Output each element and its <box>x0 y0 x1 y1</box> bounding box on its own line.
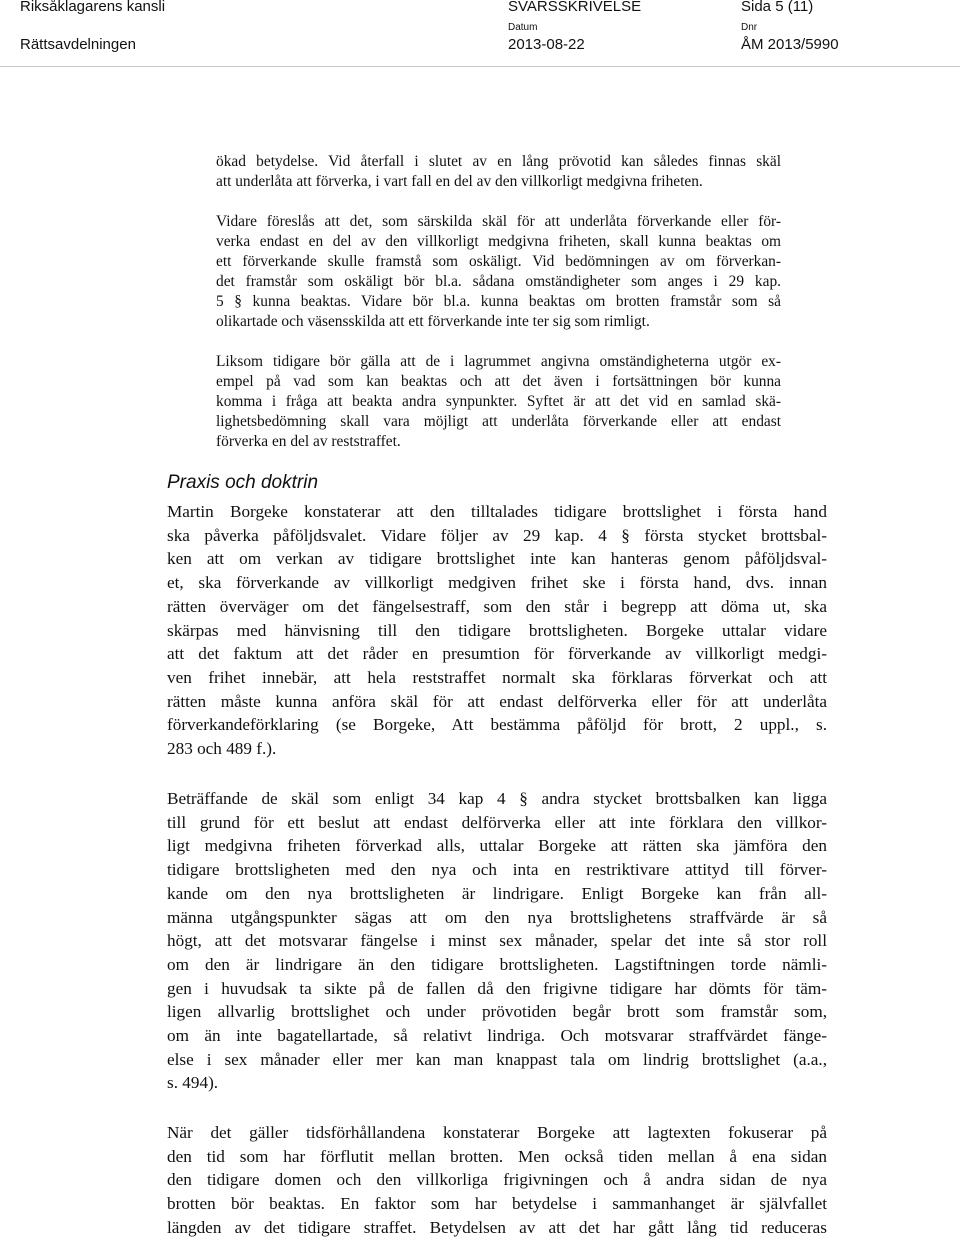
quote-block-3 <box>216 352 781 452</box>
text-line: om än inte bagatellartade, så relativt lindriga. Och motsvarar straffvärdet fänge- <box>167 1026 827 1046</box>
document-type: SVARSSKRIVELSE <box>508 0 642 15</box>
organization-name: Riksåklagarens kansli <box>20 0 166 15</box>
text-line: 283 och 489 f.). <box>167 739 277 759</box>
text-line: rätten överväger om det fängelsestraff, som den står i begrepp att döma ut, ska <box>167 596 827 616</box>
text-line: skärpas med hänvisning till den tidigare brottsligheten. Borgeke uttalar vidare <box>167 620 827 640</box>
text-line: den tidigare domen och den villkorliga frigivningen och å andra sidan de nya <box>167 1170 827 1190</box>
quote-block-2 <box>216 212 781 332</box>
text-line: Vidare föreslås att det, som särskilda skäl för att underlåta förverkande eller för- <box>216 213 781 230</box>
text-line: ska påverka påföljdsvalet. Vidare följer av 29 kap. 4 § första stycket brottsbal- <box>167 525 827 545</box>
text-line: längden av det tidigare straffet. Betydelsen av att det har gått lång tid reduceras <box>167 1217 827 1237</box>
text-line: om den är lindrigare än den tidigare brottsligheten. Lagstiftningen torde nämli- <box>167 954 827 974</box>
text-line: att underlåta att förverka, i vart fall en del av den villkorligt medgivna friheten. <box>216 173 703 190</box>
section-heading: Praxis och doktrin <box>167 472 319 493</box>
quote-block-1 <box>216 152 781 192</box>
date-label: Datum <box>508 22 538 33</box>
paragraph-2 <box>167 787 827 1095</box>
text-line: tidigare brottsligheten med den nya och inta en restriktivare attityd till förver- <box>167 860 827 880</box>
text-line: männa utgångspunkter sägas att om den nya brottslighetens straffvärde är så <box>167 907 827 927</box>
text-line: ven frihet innebär, att hela reststraffet normalt ska förklaras förverkat och att <box>167 667 827 687</box>
document-header <box>0 0 960 70</box>
text-line: ett förverkande skulle framstå som oskäligt. Vid bedömningen av om förverkan- <box>216 253 781 270</box>
department-name: Rättsavdelningen <box>20 36 136 53</box>
text-line: lighetsbedömning skall vara möjligt att underlåta förverkande eller att endast <box>216 413 781 430</box>
text-line: verka endast en del av den villkorligt medgivna friheten, skall kunna beaktas om <box>216 233 781 250</box>
text-line: rätten måste kunna anföra skäl för att endast delförverka eller för att underlåta <box>167 691 827 711</box>
text-line: gen i huvudsak ta sikte på de fallen då den frigivne tidigare har dömts för täm- <box>167 978 827 998</box>
dnr-label: Dnr <box>741 22 758 33</box>
text-line: kande om den nya brottsligheten är lindrigare. Enligt Borgeke kan från all- <box>167 883 827 903</box>
text-line: else i sex månader eller mer kan man knappast tala om lindrig brottslighet (a.a., <box>167 1049 827 1069</box>
text-line: förverka en del av reststraffet. <box>216 433 401 450</box>
text-line: ken att om verkan av tidigare brottslighet inte kan hanteras genom påföljdsval- <box>167 549 827 569</box>
text-line: Martin Borgeke konstaterar att den tilltalades tidigare brottslighet i första hand <box>167 502 827 521</box>
text-line: olikartade och väsensskilda att ett förverkande inte ter sig som rimligt. <box>216 313 650 330</box>
text-line: den tid som har förflutit mellan brotten. Men också tiden mellan å ena sidan <box>167 1146 827 1166</box>
text-line: brotten bör beaktas. En faktor som har betydelse i sammanhanget är självfallet <box>167 1194 827 1214</box>
text-line: et, ska förverkande av villkorligt medgiven frihet ske i första hand, dvs. innan <box>167 573 827 593</box>
dnr-value: ÅM 2013/5990 <box>741 36 839 53</box>
text-line: till grund för ett beslut att endast delförverka eller att inte förklara den villkor- <box>167 812 827 832</box>
header-divider <box>0 66 960 67</box>
paragraph-3 <box>167 1121 827 1240</box>
text-line: s. 494). <box>167 1073 219 1093</box>
text-line: Liksom tidigare bör gälla att de i lagrummet angivna omständigheterna utgör ex- <box>216 353 781 370</box>
text-line: ökad betydelse. Vid återfall i slutet av en lång prövotid kan således finnas skäl <box>216 153 781 170</box>
text-line: förverkandeförklaring (se Borgeke, Att bestämma påföljd för brott, 2 uppl., s. <box>167 715 827 735</box>
text-line: ligen allvarlig brottslighet och under prövotiden begår brott som framstår som, <box>167 1002 827 1022</box>
page-number: Sida 5 (11) <box>741 0 814 15</box>
text-line: 5 § kunna beaktas. Vidare bör bl.a. kunna beaktas om brotten framstår som så <box>216 293 781 310</box>
text-line: När det gäller tidsförhållandena konstaterar Borgeke att lagtexten fokuserar på <box>167 1123 827 1142</box>
text-line: att det faktum att det råder en presumtion för förverkande av villkorligt medgi- <box>167 644 827 664</box>
date-value: 2013-08-22 <box>508 36 585 53</box>
text-line: högt, att det motsvarar fängelse i minst sex månader, spelar det inte så stor roll <box>167 931 827 951</box>
text-line: komma i fråga att beakta andra synpunkter. Syftet är att det vid en samlad skä- <box>216 393 781 410</box>
text-line: empel på vad som kan beaktas och att det även i fortsättningen bör kunna <box>216 373 781 390</box>
text-line: ligt medgivna friheten förverkad alls, uttalar Borgeke att rätten ska jämföra den <box>167 836 827 856</box>
text-line: Beträffande de skäl som enligt 34 kap 4 § andra stycket brottsbalken kan ligga <box>167 789 827 808</box>
text-line: det framstår som oskäligt bör bl.a. sådana omständigheter som anges i 29 kap. <box>216 273 781 290</box>
paragraph-1 <box>167 500 827 761</box>
